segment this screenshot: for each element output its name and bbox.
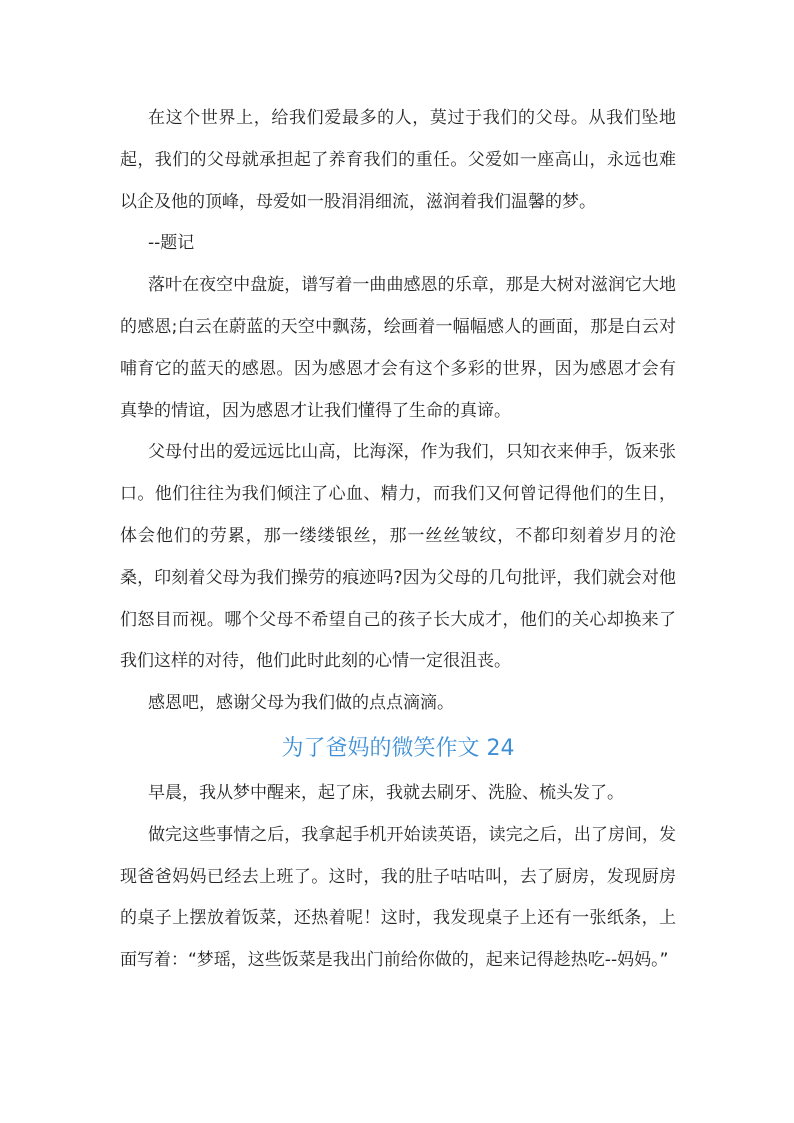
body-paragraph-2: 父母付出的爱远远比山高，比海深，作为我们，只知衣来伸手，饭来张口。他们往往为我们倾注了心血、精力，而我们又何曾记得他们的生日，体会他们的劳累，那一缕缕银丝，那一丝丝皱纹，不都印刻着岁月的沧桑，印刻着父母为我们操劳的痕迹吗?因为父母的几句批评，我们就会对他们怒目而视。哪个父母不希望自己的孩子长大成才，他们的关心却换来了我们这样的对待，他们此时此刻的心情一定很沮丧。 — [120, 442, 676, 672]
intro-paragraph: 在这个世界上，给我们爱最多的人，莫过于我们的父母。从我们坠地起，我们的父母就承担起了养育我们的重任。父爱如一座高山，永远也难以企及他的顶峰，母爱如一股涓涓细流，滋润着我们温馨的梦。 — [120, 108, 676, 212]
document-body — [120, 98, 676, 982]
epigraph-attribution: --题记 — [148, 233, 195, 254]
body-paragraph-1: 落叶在夜空中盘旋，谱写着一曲曲感恩的乐章，那是大树对滋润它大地的感恩;白云在蔚蓝的天空中飘荡，绘画着一幅幅感人的画面，那是白云对哺育它的蓝天的感恩。因为感恩才会有这个多彩的世界，因为感恩才会有真挚的情谊，因为感恩才让我们懂得了生命的真谛。 — [120, 275, 676, 421]
essay-paragraph-2: 做完这些事情之后，我拿起手机开始读英语，读完之后，出了房间，发现爸爸妈妈已经去上班了。这时，我的肚子咕咕叫，去了厨房，发现厨房的桌子上摆放着饭菜，还热着呢！这时，我发现桌子上还有一张纸条，上面写着：“梦瑶，这些饭菜是我出门前给你做的，起来记得趁热吃--妈妈。” — [120, 824, 676, 971]
essay-heading: 为了爸妈的微笑作文 24 — [281, 735, 515, 761]
essay-paragraph-1: 早晨，我从梦中醒来，起了床，我就去刷牙、洗脸、梳头发了。 — [148, 782, 624, 803]
body-paragraph-3: 感恩吧，感谢父母为我们做的点点滴滴。 — [148, 693, 454, 714]
